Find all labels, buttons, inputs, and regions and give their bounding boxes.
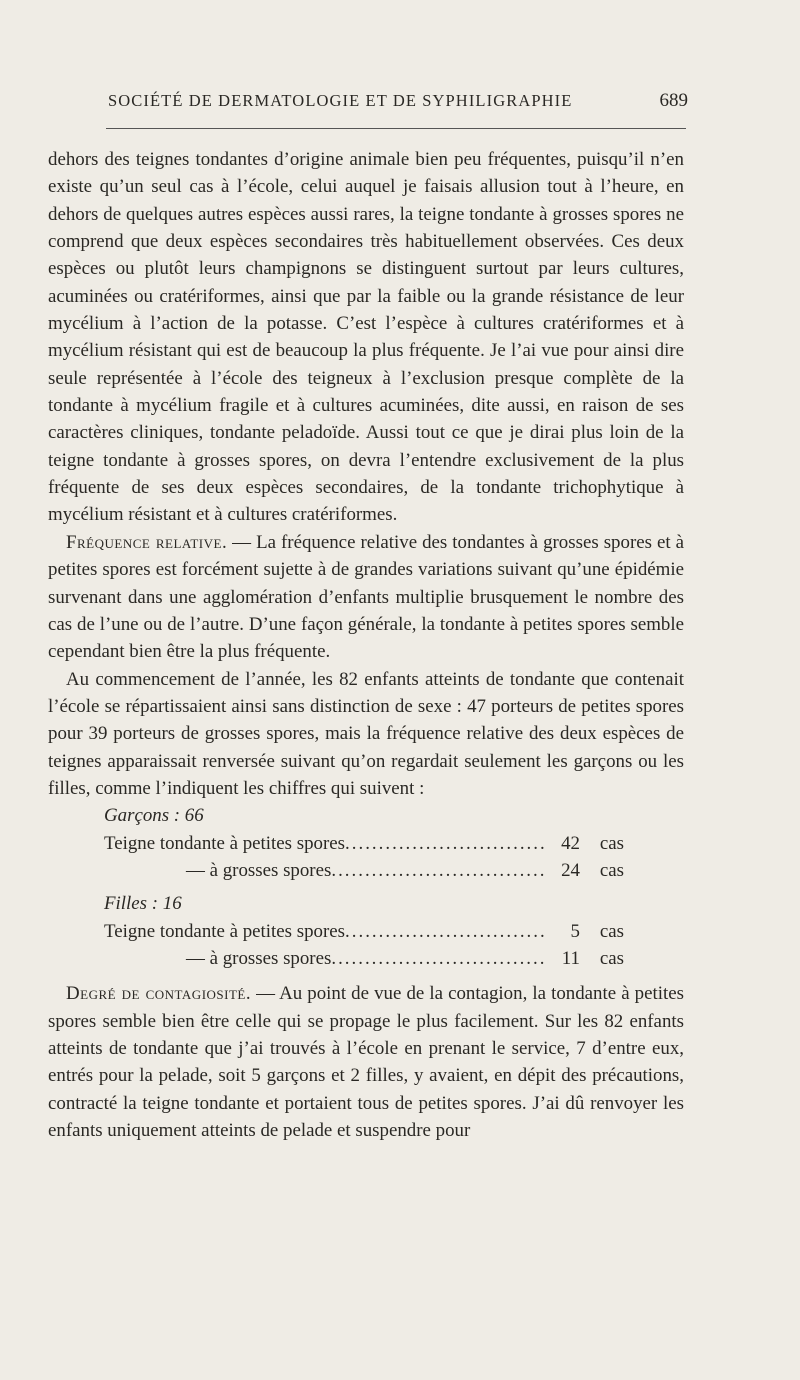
table-row-unit: cas	[599, 832, 624, 854]
table-row-value: 5	[570, 920, 580, 942]
header-rule	[106, 128, 686, 129]
table-row-value: 42	[561, 832, 580, 854]
table-row-label: Teigne tondante à petites spores	[104, 920, 346, 942]
stats-table	[48, 802, 684, 972]
paragraph-1: dehors des teignes tondantes d’origine animale bien peu fréquentes, puisqu’il n’en existe qu’un seul cas à l’école, celui auquel je faisais allusion tout à l’heure, en dehors de quelques autres espèces aussi rares, la teigne tondante à grosses spores ne comprend que deux espèces secondaires très habituellement observées. Ces deux espèces ou plutôt leurs champignons se distinguent surtout par leurs cultures, acuminées ou cratériformes, ainsi que par la faible ou la grande résistance de leur mycélium à l’action de la potasse. C’est l’espèce à cultures cratériformes et à mycélium résistant qui est de beaucoup la plus fréquente. Je l’ai vue pour ainsi dire seule représentée à l’école des teigneux à l’exclusion presque complète de la tondante à mycélium fragile et à cultures acuminées, dite aussi, en raison de ses caractères cliniques, tondante peladoïde. Aussi tout ce que je dirai plus loin de la teigne tondante à grosses spores, on devra l’entendre exclusivement de la plus fréquente de ses deux espèces secondaires, de la tondante trichophytique à mycélium résistant et à cultures cratériformes.	[48, 149, 684, 526]
paragraph-frequence	[48, 529, 684, 666]
dot-leader	[345, 830, 544, 857]
table-row	[104, 918, 624, 945]
table-row-label: — à grosses spores	[186, 947, 332, 969]
running-head	[108, 90, 688, 112]
dot-leader	[331, 857, 544, 884]
page-number: 689	[659, 90, 688, 111]
table-row-unit: cas	[599, 859, 624, 881]
paragraph-3: Au commencement de l’année, les 82 enfants atteints de tondante que contenait l’école se répartissaient ainsi sans distinction de sexe : 47 porteurs de petites spores pour 39 porteurs de grosses spores, mais la fréquence relative des deux espèces de teignes apparaissait renversée suivant qu’on regardait seulement les garçons ou les filles, comme l’indiquent les chiffres qui suivent :	[48, 668, 684, 799]
running-title: SOCIÉTÉ DE DERMATOLOGIE ET DE SYPHILIGRAPHIE	[108, 91, 573, 110]
table-heading-boys: Garçons : 66	[104, 805, 204, 827]
table-row-value: 24	[561, 859, 580, 881]
paragraph-frequence-text: — La fréquence relative des tondantes à grosses spores et à petites spores est forcément sujette à de grandes variations suivant qu’une épidémie survenant dans une agglomération d’enfants multiplie brusquement le nombre des cas de l’une ou de l’autre. D’une façon générale, la tondante à petites spores semble cependant bien être la plus fréquente.	[48, 531, 684, 663]
section-heading-contagiosite: Degré de contagiosité.	[66, 983, 252, 1005]
table-row	[104, 857, 624, 884]
dot-leader	[331, 945, 544, 972]
body-text	[48, 146, 684, 1144]
section-heading-frequence: Fréquence relative.	[66, 531, 228, 553]
table-row-unit: cas	[599, 920, 624, 942]
table-row-label: Teigne tondante à petites spores	[104, 832, 346, 854]
table-row	[104, 945, 624, 972]
table-row	[104, 830, 624, 857]
table-row-label: — à grosses spores	[186, 859, 332, 881]
table-row-value: 11	[561, 947, 580, 969]
paragraph-contagiosite-text: — Au point de vue de la contagion, la tondante à petites spores semble bien être celle qui se propage le plus facilement. Sur les 82 enfants atteints de tondante que j’ai trouvés à l’école en prenant le service, 7 d’entre eux, entrés pour la pelade, soit 5 garçons et 2 filles, y avaient, en dépit des précautions, contracté la teigne tondante et portaient tous de petites spores. J’ai dû renvoyer les enfants uniquement atteints de pelade et suspendre pour	[48, 983, 684, 1142]
table-row-unit: cas	[599, 947, 624, 969]
paragraph-contagiosite	[48, 980, 684, 1144]
dot-leader	[345, 918, 544, 945]
table-heading-girls: Filles : 16	[104, 893, 182, 915]
